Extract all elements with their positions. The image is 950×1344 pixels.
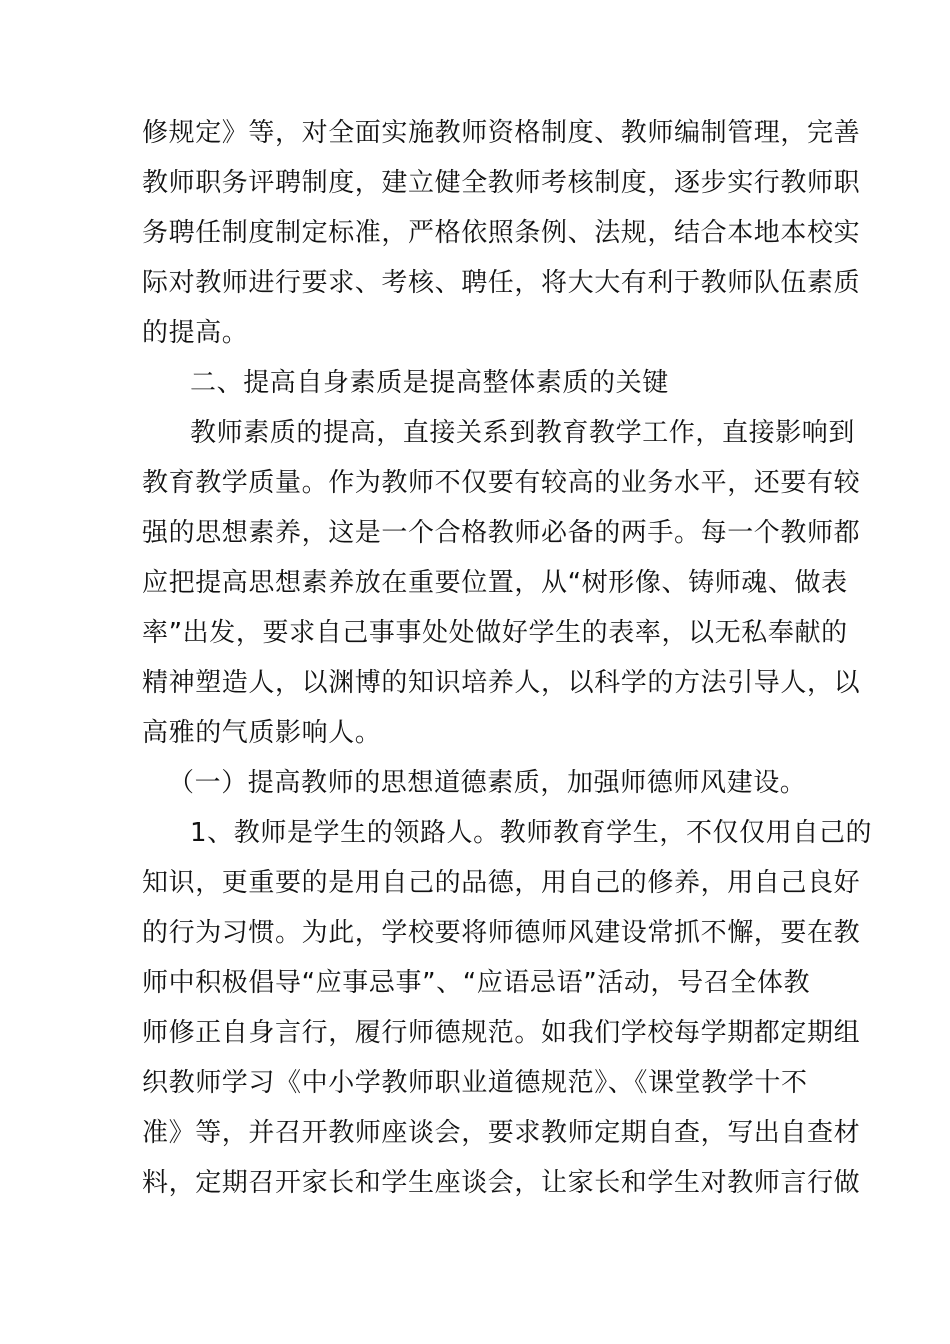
paragraph-line: 1、教师是学生的领路人。教师教育学生，不仅仅用自己的: [190, 818, 873, 848]
paragraph-line: 师修正自身言行，履行师德规范。如我们学校每学期都定期组: [142, 1018, 861, 1048]
paragraph-line: 率”出发，要求自己事事处处做好学生的表率，以无私奉献的: [142, 618, 848, 648]
paragraph-line: 的提高。: [142, 318, 249, 348]
paragraph-line: 准》等，并召开教师座谈会，要求教师定期自查，写出自查材: [142, 1118, 861, 1148]
paragraph-line: 高雅的气质影响人。: [142, 718, 382, 748]
paragraph-line: 际对教师进行要求、考核、聘任，将大大有利于教师队伍素质: [142, 268, 861, 298]
paragraph-line: 务聘任制度制定标准，严格依照条例、法规，结合本地本校实: [142, 218, 861, 248]
paragraph-line: 知识，更重要的是用自己的品德，用自己的修养，用自己良好: [142, 868, 861, 898]
paragraph-line: 料，定期召开家长和学生座谈会，让家长和学生对教师言行做: [142, 1168, 861, 1198]
paragraph-line: 织教师学习《中小学教师职业道德规范》、《课堂教学十不: [142, 1068, 808, 1098]
paragraph-line: 强的思想素养，这是一个合格教师必备的两手。每一个教师都: [142, 518, 861, 548]
subsection-heading: （一）提高教师的思想道德素质，加强师德师风建设。: [168, 768, 807, 798]
paragraph-line: 教师职务评聘制度，建立健全教师考核制度，逐步实行教师职: [142, 168, 861, 198]
paragraph-line: 的行为习惯。为此，学校要将师德师风建设常抓不懈，要在教: [142, 918, 861, 948]
paragraph-line: 精神塑造人，以渊博的知识培养人，以科学的方法引导人，以: [142, 668, 861, 698]
paragraph-line: 教师素质的提高，直接关系到教育教学工作，直接影响到: [190, 418, 856, 448]
section-heading: 二、提高自身素质是提高整体素质的关键: [190, 368, 669, 398]
paragraph-line: 教育教学质量。作为教师不仅要有较高的业务水平，还要有较: [142, 468, 861, 498]
paragraph-line: 修规定》等，对全面实施教师资格制度、教师编制管理，完善: [142, 118, 861, 148]
paragraph-line: 应把提高思想素养放在重要位置，从“树形像、铸师魂、做表: [142, 568, 848, 598]
paragraph-line: 师中积极倡导“应事忌事”、“应语忌语”活动，号召全体教: [142, 968, 811, 998]
